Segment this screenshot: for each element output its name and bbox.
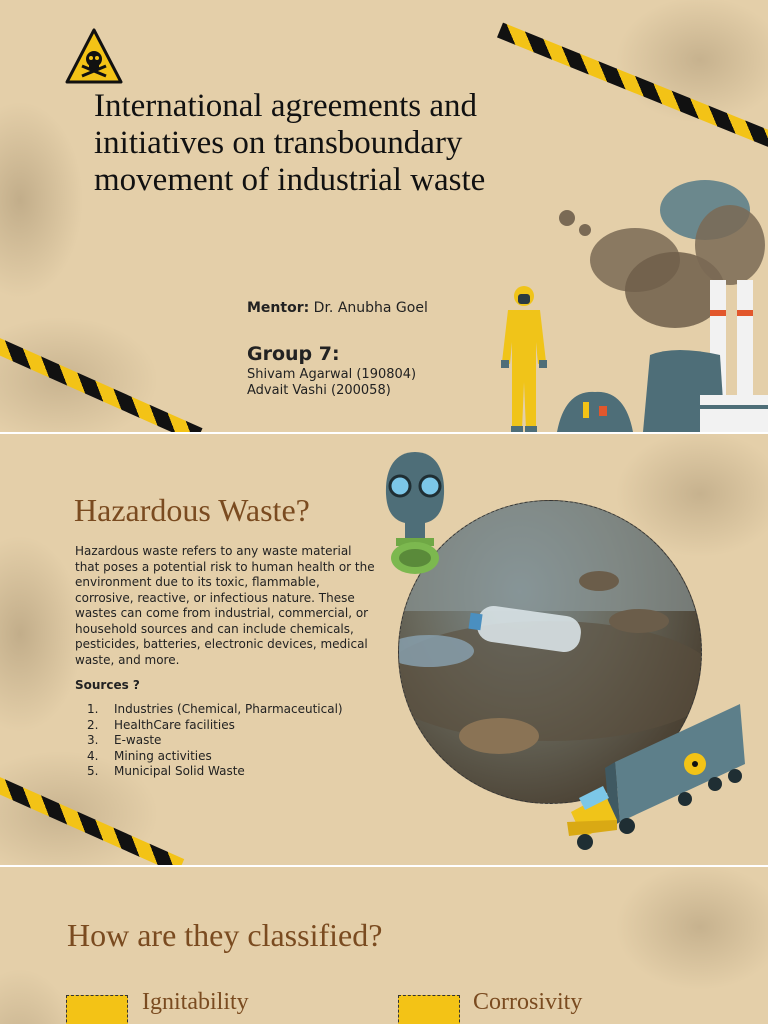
caution-tape-left bbox=[0, 770, 184, 865]
corrosivity-label: Corrosivity bbox=[473, 989, 583, 1015]
hazmat-worker-icon bbox=[488, 282, 560, 432]
group-title: Group 7: bbox=[247, 343, 340, 365]
list-item: 1. Industries (Chemical, Pharmaceutical) bbox=[87, 702, 343, 716]
title-slide bbox=[0, 0, 768, 432]
hazardous-waste-description: Hazardous waste refers to any waste material that poses a potential risk to human health or the environment due to its toxic, flammable, corrosive, reactive, or infectious nature. These wastes can come from industrial, commercial, or household sources and can include chemicals, pesticides, batteries, electronic devices, medical waste, and more. bbox=[75, 544, 375, 667]
member-name: Advait Vashi (200058) bbox=[247, 383, 391, 398]
list-item: 5. Municipal Solid Waste bbox=[87, 764, 245, 778]
member-name: Shivam Agarwal (190804) bbox=[247, 367, 417, 382]
classification-slide bbox=[0, 867, 768, 1024]
factory-smokestack-icon bbox=[555, 150, 768, 432]
ignitability-icon bbox=[66, 995, 128, 1024]
section-heading: How are they classified? bbox=[67, 917, 383, 953]
mentor-label: Mentor: bbox=[247, 300, 310, 316]
list-item: 2. HealthCare facilities bbox=[87, 717, 235, 732]
caution-tape-left bbox=[0, 331, 203, 432]
title-line: initiatives on transboundary bbox=[94, 125, 463, 161]
hazard-skull-icon bbox=[64, 26, 124, 88]
truck-icon bbox=[565, 702, 750, 862]
hazardous-waste-slide bbox=[0, 434, 768, 865]
ignitability-label: Ignitability bbox=[142, 989, 249, 1015]
mentor-name: Dr. Anubha Goel bbox=[313, 300, 428, 316]
list-item: 4. Mining activities bbox=[87, 748, 212, 763]
title-line: movement of industrial waste bbox=[94, 162, 486, 198]
section-heading: Hazardous Waste? bbox=[74, 492, 310, 528]
gas-mask-icon bbox=[382, 450, 448, 578]
title-line: International agreements and bbox=[94, 88, 477, 124]
corrosivity-icon bbox=[398, 995, 460, 1024]
list-item: 3. E-waste bbox=[87, 733, 162, 747]
sources-list bbox=[87, 702, 343, 780]
presentation-title bbox=[94, 88, 574, 199]
mentor-line bbox=[247, 300, 428, 316]
sources-label: Sources ? bbox=[75, 678, 140, 692]
